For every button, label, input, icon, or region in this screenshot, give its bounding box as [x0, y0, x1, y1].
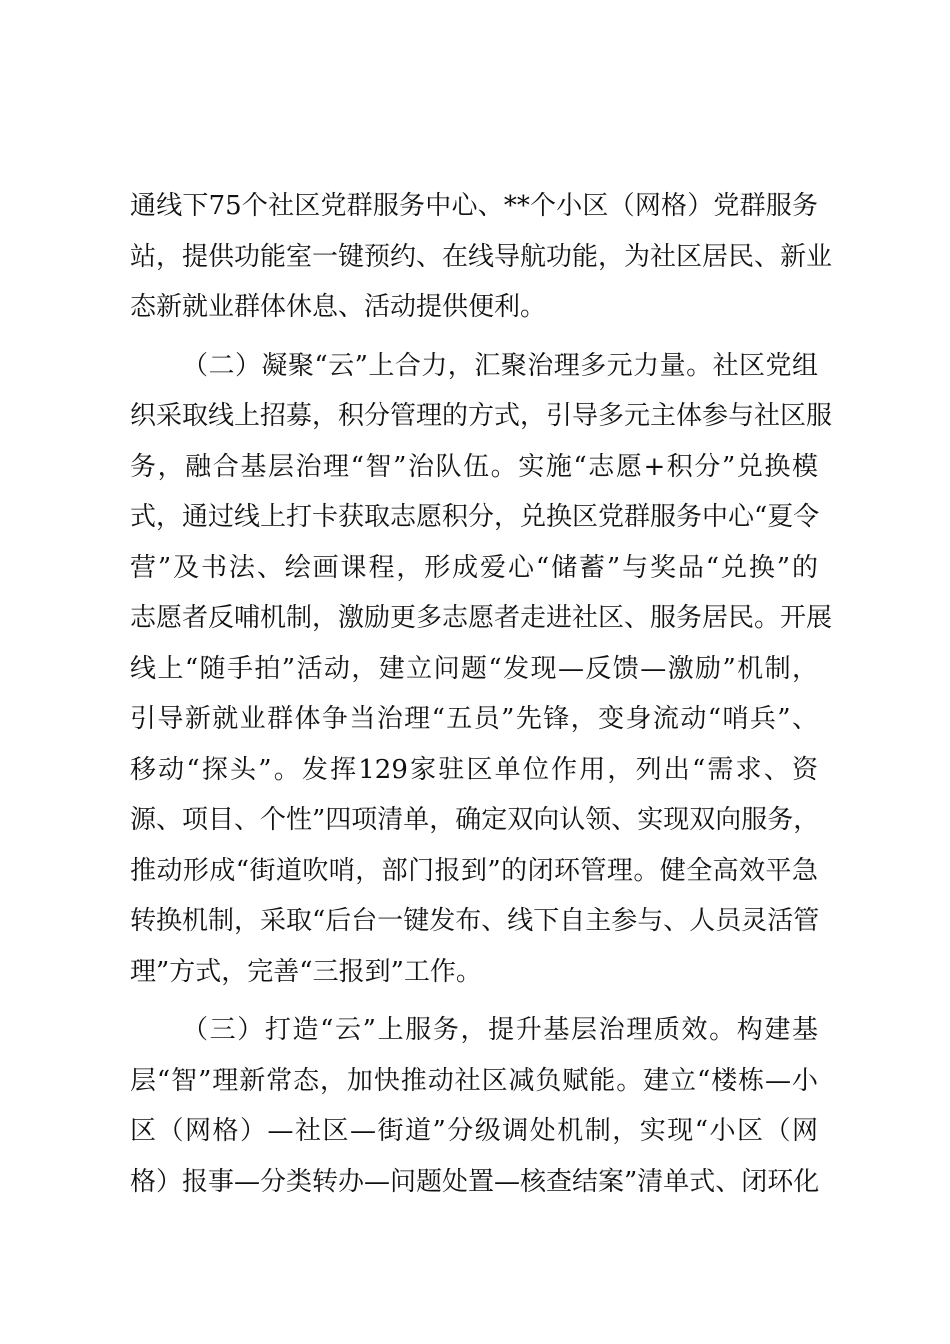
text-line: 理”方式，完善“三报到”工作。: [130, 956, 482, 987]
text-line: 通线下75个社区党群服务中心、**个小区（网格）党群服务: [130, 191, 818, 221]
text-line: 志愿者反哺机制，激励更多志愿者走进社区、服务居民。开展: [130, 603, 833, 633]
text-line: 推动形成“街道吹哨，部门报到”的闭环管理。健全高效平急: [130, 855, 818, 886]
text-line: 区（网格）—社区—街道”分级调处机制，实现“小区（网: [130, 1116, 818, 1146]
text-line: 务，融合基层治理“智”治队伍。实施“志愿+积分”兑换模: [130, 451, 818, 482]
paragraph-section-3: [130, 1010, 818, 1212]
paragraph-section-2: [130, 346, 833, 1003]
paragraph-continuation: [130, 186, 833, 338]
body-text: [130, 186, 833, 1220]
text-line: 转换机制，采取“后台一键发布、线下自主参与、人员灵活管: [130, 906, 820, 936]
text-line: 移动“探头”。发挥129家驻区单位作用，列出“需求、资: [130, 754, 818, 785]
text-line: 织采取线上招募，积分管理的方式，引导多元主体参与社区服: [130, 401, 833, 431]
text-line: 态新就业群体休息、活动提供便利。: [130, 292, 547, 322]
text-line: 引导新就业群体争当治理“五员”先锋，变身流动“哨兵”、: [130, 704, 818, 734]
section-heading-line: （三）打造“云”上服务，提升基层治理质效。构建基: [182, 1015, 818, 1045]
text-line: 式，通过线上打卡获取志愿积分，兑换区党群服务中心“夏令: [130, 502, 820, 532]
text-line: 线上“随手拍”活动，建立问题“发现—反馈—激励”机制，: [130, 653, 818, 684]
text-line: 源、项目、个性”四项清单，确定双向认领、实现双向服务，: [130, 805, 820, 835]
text-line: 格）报事—分类转办—问题处置—核查结案”清单式、闭环化: [130, 1166, 820, 1197]
section-heading-line: （二）凝聚“云”上合力，汇聚治理多元力量。社区党组: [182, 350, 818, 381]
text-line: 站，提供功能室一键预约、在线导航功能，为社区居民、新业: [130, 241, 833, 272]
text-line: 层“智”理新常态，加快推动社区减负赋能。建立“楼栋—小: [130, 1065, 818, 1096]
text-line: 营”及书法、绘画课程，形成爱心“储蓄”与奖品“兑换”的: [130, 552, 818, 583]
